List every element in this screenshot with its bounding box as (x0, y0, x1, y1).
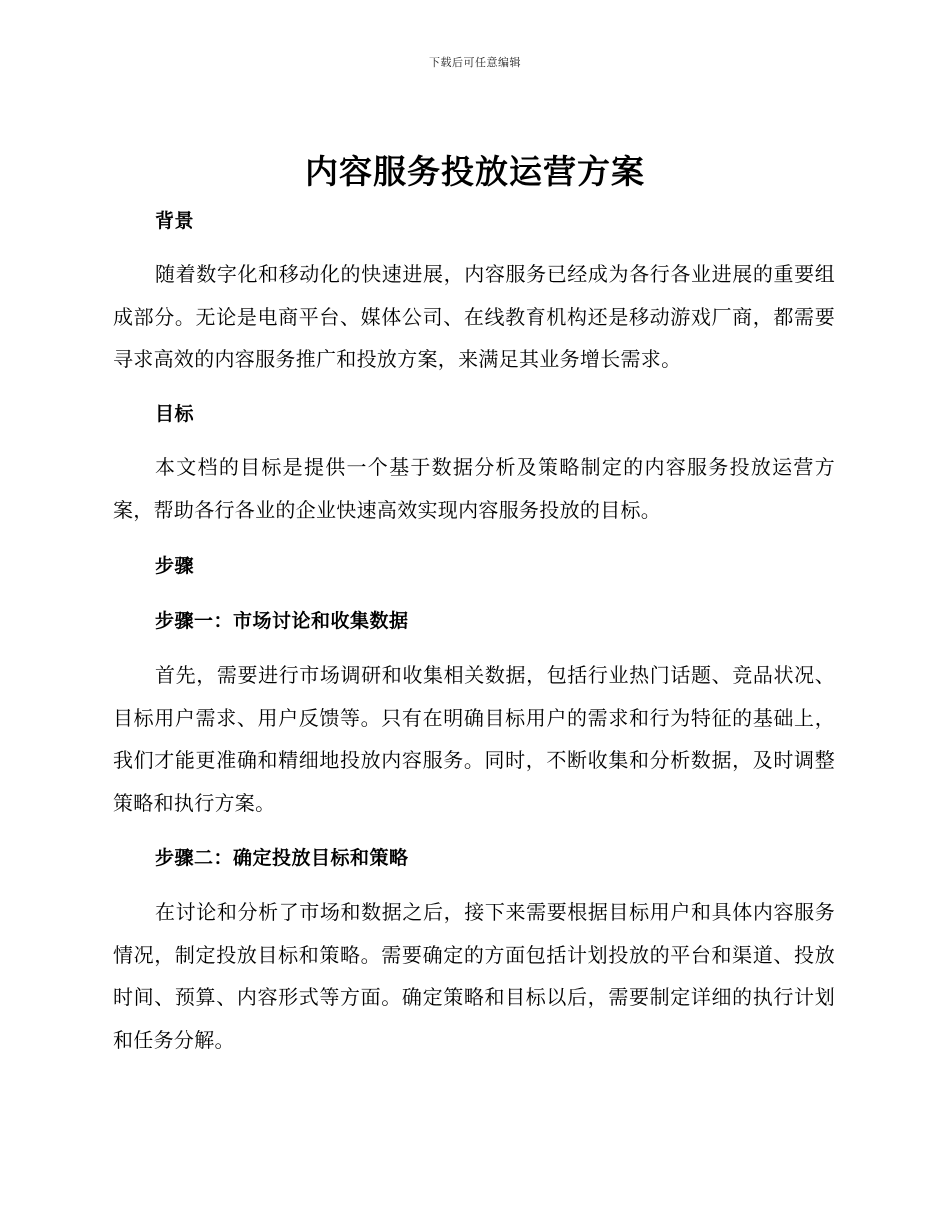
step1-heading: 步骤一：市场讨论和收集数据 (155, 610, 409, 632)
document-title: 内容服务投放运营方案 (305, 152, 645, 191)
header-note: 下载后可任意编辑 (429, 56, 521, 69)
section-heading-goal: 目标 (155, 403, 195, 425)
step2-heading: 步骤二：确定投放目标和策略 (155, 847, 409, 869)
paragraph-background: 随着数字化和移动化的快速进展，内容服务已经成为各行各业进展的重要组成部分。无论是电商平台、媒体公司、在线教育机构还是移动游戏厂商，都需要寻求高效的内容服务推广和投放方案，来满足其业务增长需求。 (113, 262, 835, 371)
section-heading-background: 背景 (155, 210, 195, 232)
section-heading-steps: 步骤 (155, 555, 195, 577)
paragraph-goal: 本文档的目标是提供一个基于数据分析及策略制定的内容服务投放运营方案，帮助各行各业的企业快速高效实现内容服务投放的目标。 (113, 455, 835, 522)
paragraph-step2: 在讨论和分析了市场和数据之后，接下来需要根据目标用户和具体内容服务情况，制定投放目标和策略。需要确定的方面包括计划投放的平台和渠道、投放时间、预算、内容形式等方面。确定策略和目标以后，需要制定详细的执行计划和任务分解。 (113, 900, 835, 1052)
paragraph-step1: 首先，需要进行市场调研和收集相关数据，包括行业热门话题、竞品状况、目标用户需求、用户反馈等。只有在明确目标用户的需求和行为特征的基础上，我们才能更准确和精细地投放内容服务。同时，不断收集和分析数据，及时调整策略和执行方案。 (113, 663, 835, 815)
